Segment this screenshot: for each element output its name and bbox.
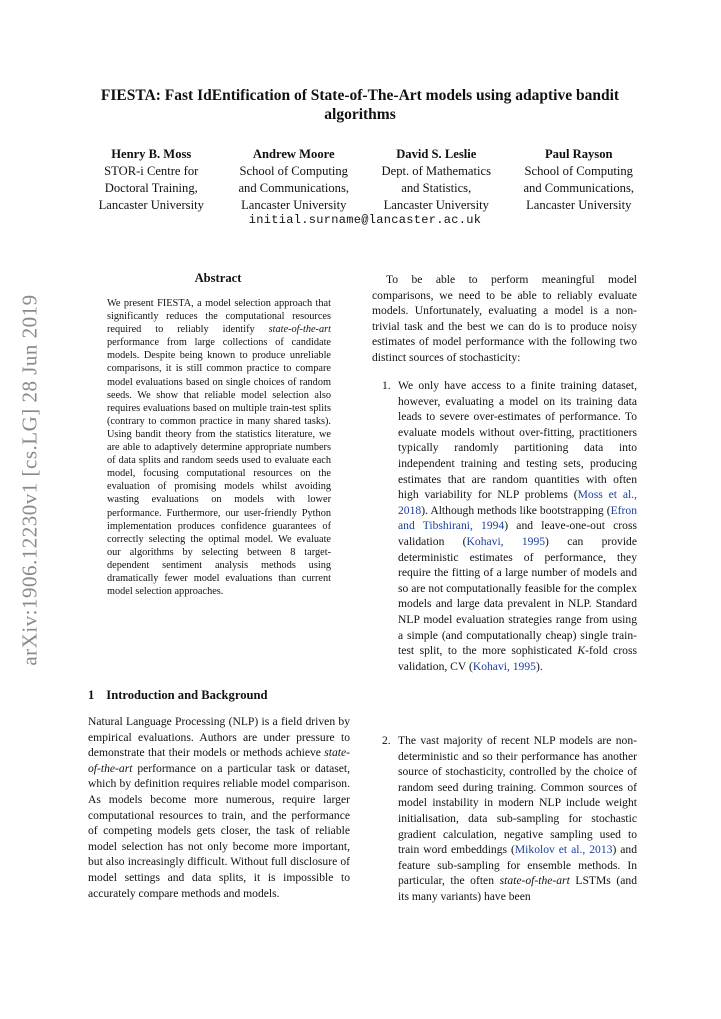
abstract-text: We present FIESTA, a model selection approach that significantly reduces the computational resources required to reliably identify — [107, 298, 331, 336]
author-affiliation-line: and Communications, — [238, 181, 350, 195]
citation-link[interactable]: Kohavi, 1995 — [466, 534, 546, 548]
paper-title: FIESTA: Fast IdEntification of State-of-The-Art models using adaptive bandit algorithms — [100, 87, 620, 123]
intro-text: performance on a particular task or dataset, which by definition requires reliable model comparison. As models become more numerous, require larger computational resources to train, and the performance of competing models gets closer, the task of reliable model selection has not only become more important, but also increasingly difficult. Without full disclosure of model settings and data splits, it is impossible to accurately compare methods and models. — [88, 761, 350, 900]
abstract-text: performance from large collections of candidate models. Despite being known to produce unreliable comparisons, it is still common practice to compare model evaluations based on single choices of random seeds. We show that reliable model selection also requires evaluations based on multiple train-test splits (contrary to common practice in many shared tasks). Using bandit theory from the statistics literature, we are able to adaptively determine appropriate numbers of data splits and random seeds used to evaluate each model, focusing computational resources on the evaluation of promising models whilst avoiding wasting evaluations on models with lower performance. Furthermore, our user-friendly Python implementation produces confidence guarantees of correctly selecting the optimal model. We evaluate our algorithms by selecting between 8 target-dependent sentiment analysis methods using dramatically fewer model evaluations than current model selection approaches. — [107, 337, 331, 598]
author-2 — [223, 146, 366, 214]
list-number: 1. — [382, 379, 391, 392]
author-1 — [80, 146, 223, 214]
section-heading — [88, 688, 268, 703]
author-affiliation-line: and Communications, — [523, 181, 635, 195]
author-affiliation-line: and Statistics, — [401, 181, 472, 195]
citation-link[interactable]: Efron and Tibshirani, 1994 — [398, 503, 637, 533]
author-affiliation-line: Dept. of Mathematics — [381, 164, 491, 178]
intro-emphasis: state-of-the-art — [88, 746, 350, 775]
list-text: ). — [535, 659, 543, 673]
list-text: LSTMs (and its many variants) have been — [398, 874, 637, 903]
author-affiliation-line: Doctoral Training, — [104, 181, 198, 195]
author-affiliation-line: School of Computing — [524, 164, 633, 178]
author-affiliation-line: Lancaster University — [383, 198, 489, 212]
list-item-1 — [372, 378, 637, 674]
citation-link[interactable]: Moss et al., 2018 — [398, 488, 637, 517]
author-email: initial.surname@lancaster.ac.uk — [248, 213, 482, 227]
intro-text: Natural Language Processing (NLP) is a field driven by empirical evaluations. Authors are under pressure to demonstrate that their models or methods achieve — [88, 715, 350, 760]
abstract-heading: Abstract — [194, 271, 242, 285]
list-item-text — [398, 733, 637, 905]
author-name: Paul Rayson — [544, 147, 613, 161]
author-4 — [508, 146, 651, 214]
author-affiliation-line: School of Computing — [239, 164, 348, 178]
list-text: ) and feature sub-sampling for ensemble methods. In particular, the often — [398, 843, 638, 888]
author-3 — [365, 146, 508, 214]
author-affiliation-line: STOR-i Centre for — [104, 164, 199, 178]
list-text: -fold cross validation, CV ( — [398, 644, 638, 673]
right-column-paragraph: To be able to perform meaningful model comparisons, we need to be able to reliably evaluate models. Unfortunately, evaluating a model is a non-trivial task and the best we can do is to produce noisy estimates of model performance with the following two distinct sources of stochasticity: — [372, 273, 637, 364]
citation-link[interactable]: Kohavi, 1995 — [472, 659, 536, 673]
abstract-body — [107, 297, 331, 598]
author-affiliation-line: Lancaster University — [526, 198, 632, 212]
author-name: Henry B. Moss — [111, 147, 192, 161]
list-number: 2. — [382, 734, 391, 747]
list-item-text — [398, 378, 637, 674]
list-item-2 — [372, 733, 637, 905]
abstract-emphasis: state-of-the-art — [268, 324, 331, 336]
list-text: The vast majority of recent NLP models are non-deterministic and so their performance has another source of stochasticity, controlled by the choice of random seed during training. Common sources of model instability in modern NLP include weight initialisation, data sub-sampling for stochastic gradient calculation, negative sampling used to train word embeddings ( — [398, 734, 637, 857]
section-number: 1 — [88, 688, 95, 702]
author-affiliation-line: Lancaster University — [241, 198, 347, 212]
author-name: Andrew Moore — [252, 147, 335, 161]
author-block — [80, 146, 650, 214]
list-text: ). Although methods like bootstrapping ( — [421, 503, 611, 517]
arxiv-side-stamp — [10, 200, 50, 760]
intro-paragraph — [88, 714, 350, 901]
section-title: Introduction and Background — [106, 688, 268, 702]
author-name: David S. Leslie — [396, 147, 477, 161]
list-text: ) and leave-one-out cross validation ( — [398, 519, 637, 548]
citation-link[interactable]: Mikolov et al., 2013 — [514, 843, 613, 857]
list-text: We only have access to a finite training dataset, however, evaluating a model on its training data leads to severe over-estimates of performance. To evaluate models without over-fitting, practitioners typically randomly partitioning data into independent training and testing sets, producing estimates that are random quantities with often high variability for NLP problems ( — [398, 379, 637, 502]
list-emphasis: state-of-the-art — [499, 874, 570, 888]
author-affiliation-line: Lancaster University — [98, 198, 204, 212]
arxiv-identifier: arXiv:1906.12230v1 [cs.LG] 28 Jun 2019 — [17, 294, 42, 666]
list-text: ) can provide deterministic estimates of performance, they require the fitting of a large number of models and so are not computationally feasible for the complex models and large data prevalent in NLP. Standard NLP model evaluation strategies range from using a simple (and computationally cheap) single train-test split, to the more sophisticated — [398, 534, 637, 658]
math-symbol: K — [577, 644, 586, 658]
